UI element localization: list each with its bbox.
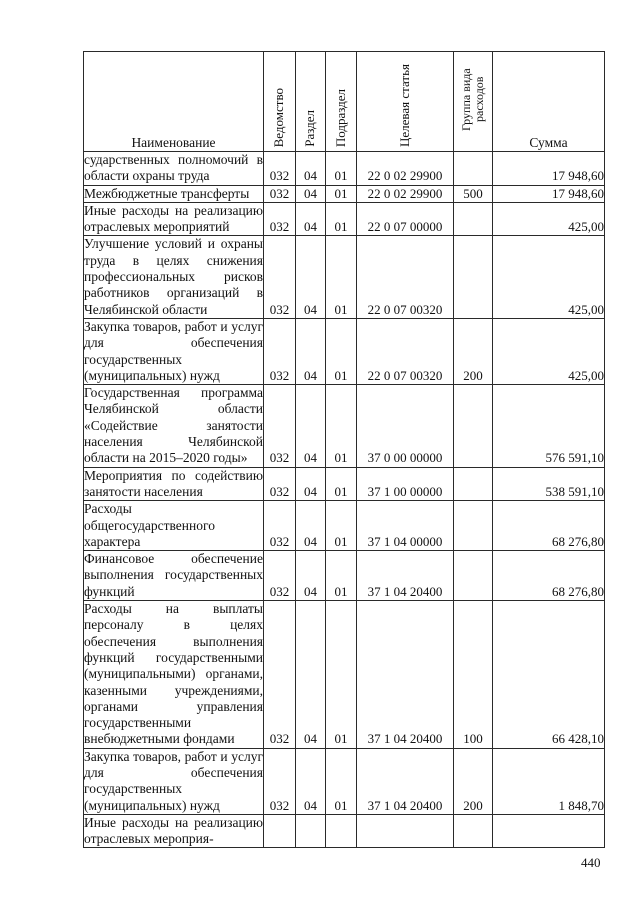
row-razdel: 04 [296, 385, 326, 467]
table-row [84, 501, 605, 551]
row-name: Государственная программа Челябинской области «Содействие занятости населения Челябинской области на 2015–2020 годы» [84, 385, 263, 466]
row-target: 22 0 07 00320 [357, 236, 454, 318]
row-group [454, 236, 493, 318]
row-target: 22 0 02 29900 [357, 152, 454, 186]
row-vedomstvo: 032 [264, 551, 296, 601]
table-row [84, 385, 605, 467]
row-name: Мероприятия по содействию занятости населения [84, 467, 263, 499]
row-group [454, 152, 493, 186]
header-vedomstvo [264, 52, 296, 152]
row-sum: 66 428,10 [493, 601, 605, 749]
header-sum: Сумма [493, 52, 605, 152]
row-target: 37 1 00 00000 [357, 467, 454, 501]
row-podrazdel: 01 [326, 601, 357, 749]
row-sum: 68 276,80 [493, 501, 605, 551]
row-target: 22 0 02 29900 [357, 185, 454, 202]
header-group-label: Группа вида расходов [458, 68, 486, 131]
row-group [454, 385, 493, 467]
row-sum: 538 591,10 [493, 467, 605, 501]
row-sum: 576 591,10 [493, 385, 605, 467]
row-razdel: 04 [296, 467, 326, 501]
row-sum: 68 276,80 [493, 551, 605, 601]
row-sum: 425,00 [493, 318, 605, 384]
row-target: 37 1 04 20400 [357, 748, 454, 814]
row-group [454, 501, 493, 551]
row-razdel: 04 [296, 236, 326, 318]
row-group: 500 [454, 185, 493, 202]
row-target [357, 814, 454, 848]
table-row [84, 601, 605, 749]
row-group [454, 202, 493, 236]
row-podrazdel [326, 814, 357, 848]
row-podrazdel: 01 [326, 236, 357, 318]
header-podrazdel-label: Подраздел [332, 88, 348, 147]
row-name: сударственных полномочий в области охраны труда [84, 152, 263, 184]
table-row [84, 748, 605, 814]
row-razdel: 04 [296, 185, 326, 202]
header-razdel [296, 52, 326, 152]
table-header-row [84, 52, 605, 152]
header-group [454, 52, 493, 152]
header-podrazdel [326, 52, 357, 152]
table-row [84, 318, 605, 384]
row-vedomstvo [264, 814, 296, 848]
row-podrazdel: 01 [326, 318, 357, 384]
row-podrazdel: 01 [326, 202, 357, 236]
row-target: 22 0 07 00000 [357, 202, 454, 236]
row-podrazdel: 01 [326, 152, 357, 186]
row-group [454, 814, 493, 848]
budget-table [83, 51, 605, 848]
row-razdel: 04 [296, 318, 326, 384]
row-vedomstvo: 032 [264, 152, 296, 186]
row-razdel [296, 814, 326, 848]
row-podrazdel: 01 [326, 501, 357, 551]
row-sum: 425,00 [493, 202, 605, 236]
row-name: Иные расходы на реализацию отраслевых мероприятий [84, 202, 263, 235]
row-target: 37 1 04 20400 [357, 601, 454, 749]
row-group [454, 551, 493, 601]
row-razdel: 04 [296, 501, 326, 551]
header-target [357, 52, 454, 152]
row-vedomstvo: 032 [264, 385, 296, 467]
row-vedomstvo: 032 [264, 501, 296, 551]
table-row [84, 551, 605, 601]
row-name: Иные расходы на реализацию отраслевых мероприя- [84, 814, 263, 847]
row-group: 200 [454, 748, 493, 814]
header-razdel-label: Раздел [302, 110, 318, 147]
row-vedomstvo: 032 [264, 236, 296, 318]
header-vedomstvo-label: Ведомство [271, 87, 287, 147]
table-row [84, 236, 605, 318]
row-vedomstvo: 032 [264, 748, 296, 814]
row-sum: 1 848,70 [493, 748, 605, 814]
row-name: Улучшение условий и охраны труда в целях снижения профессиональных рисков работников организаций в Челябинской области [84, 236, 263, 317]
row-razdel: 04 [296, 551, 326, 601]
row-name: Межбюджетные трансферты [84, 185, 264, 202]
row-name: Расходы общегосударственного характера [84, 501, 264, 551]
row-sum [493, 814, 605, 848]
row-vedomstvo: 032 [264, 185, 296, 202]
row-vedomstvo: 032 [264, 318, 296, 384]
header-name: Наименование [84, 52, 264, 152]
table-row [84, 814, 605, 848]
table-row [84, 202, 605, 236]
row-target: 37 1 04 20400 [357, 551, 454, 601]
page-number: 440 [581, 855, 601, 870]
row-name: Закупка товаров, работ и услуг для обеспечения государственных (муниципальных) нужд [84, 748, 263, 813]
row-vedomstvo: 032 [264, 467, 296, 501]
table-row [84, 185, 605, 202]
row-sum: 17 948,60 [493, 185, 605, 202]
header-target-label: Целевая статья [396, 63, 412, 147]
row-vedomstvo: 032 [264, 202, 296, 236]
row-podrazdel: 01 [326, 185, 357, 202]
row-vedomstvo: 032 [264, 601, 296, 749]
row-razdel: 04 [296, 601, 326, 749]
row-razdel: 04 [296, 748, 326, 814]
row-sum: 425,00 [493, 236, 605, 318]
row-podrazdel: 01 [326, 385, 357, 467]
row-name: Финансовое обеспечение выполнения государственных функций [84, 551, 263, 599]
row-group: 200 [454, 318, 493, 384]
row-podrazdel: 01 [326, 467, 357, 501]
row-razdel: 04 [296, 202, 326, 236]
table-row [84, 467, 605, 501]
row-podrazdel: 01 [326, 551, 357, 601]
row-sum: 17 948,60 [493, 152, 605, 186]
row-target: 37 0 00 00000 [357, 385, 454, 467]
table-row [84, 152, 605, 186]
row-podrazdel: 01 [326, 748, 357, 814]
row-razdel: 04 [296, 152, 326, 186]
row-group: 100 [454, 601, 493, 749]
row-target: 22 0 07 00320 [357, 318, 454, 384]
row-group [454, 467, 493, 501]
row-target: 37 1 04 00000 [357, 501, 454, 551]
table-body [84, 152, 605, 848]
row-name: Расходы на выплаты персоналу в целях обеспечения выполнения функций государственными (муниципальными) органами, казенными учреждениями, органами управления государственными внебюджетными фондами [84, 601, 263, 747]
row-name: Закупка товаров, работ и услуг для обеспечения государственных (муниципальных) нужд [84, 318, 263, 383]
